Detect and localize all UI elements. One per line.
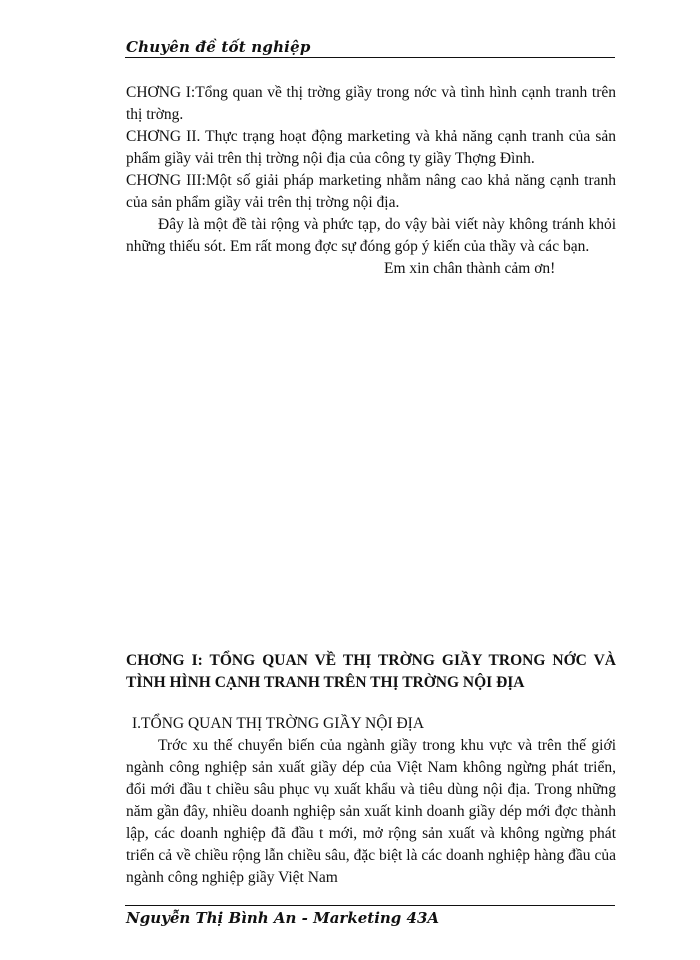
running-footer: Nguyễn Thị Bình An - Marketing 43A — [126, 909, 440, 927]
section-body — [126, 735, 616, 889]
section-heading: I.TỔNG QUAN THỊ TRỜNG GIẦY NỘI ĐỊA — [132, 715, 425, 732]
running-header: Chuyên đề tốt nghiệp — [126, 38, 311, 56]
chapter-heading: CHƠNG I: TỔNG QUAN VỀ THỊ TRỜNG GIẦY TRONG NỚC VÀ TÌNH HÌNH CẠNH TRANH TRÊN THỊ TRỜNG NỘI ĐỊA — [126, 652, 616, 691]
chapter-1-summary: CHƠNG I:Tổng quan về thị trờng giầy trong nớc và tình hình cạnh tranh trên thị trờng. — [126, 84, 616, 123]
chapter-3-summary: CHƠNG III:Một số giải pháp marketing nhằm nâng cao khả năng cạnh tranh của sản phẩm giầy vải trên thị trờng nội địa. — [126, 172, 616, 211]
intro-section — [126, 82, 616, 280]
header-rule — [125, 57, 615, 58]
thanks-line: Em xin chân thành cảm ơn! — [384, 260, 556, 277]
footer-rule — [125, 905, 615, 906]
chapter-2-summary: CHƠNG II. Thực trạng hoạt động marketing và khả năng cạnh tranh của sản phẩm giầy vải trên thị trờng nội địa của công ty giầy Thợng Đình. — [126, 128, 616, 167]
section-paragraph: Trớc xu thế chuyển biến của ngành giầy trong khu vực và trên thế giới ngành công nghiệp sản xuất giầy dép của Việt Nam không ngừng phát triển, đổi mới đầu t chiều sâu phục vụ xuất khẩu và tiêu dùng nội địa. Trong những năm gần đây, nhiều doanh nghiệp sản xuất kinh doanh giầy dép mới đợc thành lập, các doanh nghiệp đã đầu t mới, mở rộng sản xuất và không ngừng phát triển cả về chiều rộng lẫn chiều sâu, đặc biệt là các doanh nghiệp hàng đầu của ngành công nghiệp giầy Việt Nam — [126, 737, 616, 886]
intro-paragraph: Đây là một đề tài rộng và phức tạp, do vậy bài viết này không tránh khỏi những thiếu sót. Em rất mong đợc sự đóng góp ý kiến của thầy và các bạn. — [126, 216, 616, 255]
